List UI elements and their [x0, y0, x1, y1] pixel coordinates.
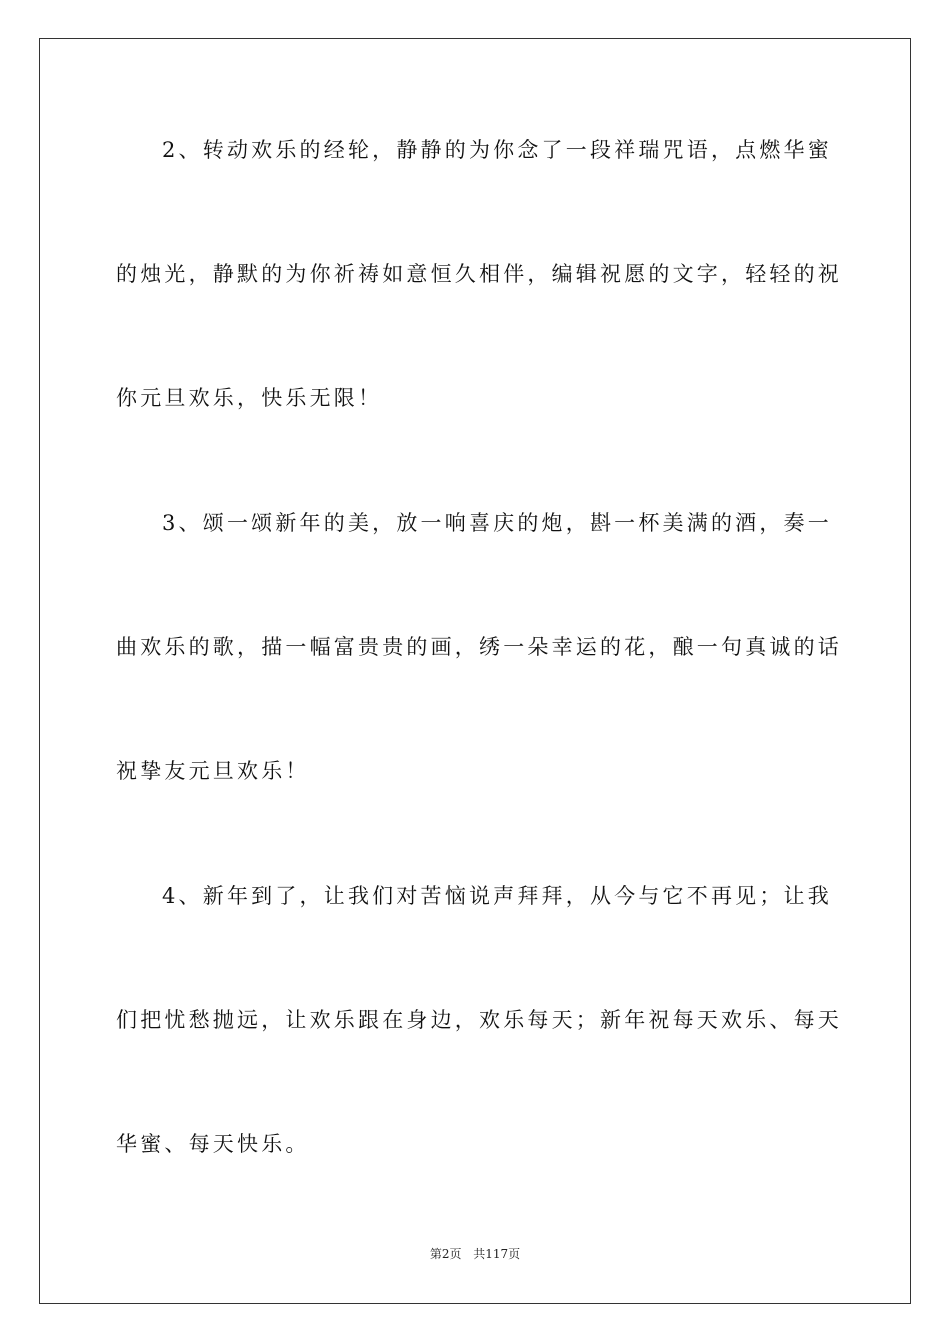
page-total: 共117页 — [473, 1247, 521, 1261]
page-footer — [0, 1246, 950, 1262]
page-number: 第2页 — [429, 1247, 462, 1261]
paragraph-line: 3、颂一颂新年的美，放一响喜庆的炮，斟一杯美满的酒，奏一 — [162, 511, 832, 535]
paragraph-line: 2、转动欢乐的经轮，静静的为你念了一段祥瑞咒语，点燃华蜜 — [162, 138, 832, 162]
paragraph-line: 你元旦欢乐，快乐无限！ — [116, 386, 383, 410]
paragraph-line: 曲欢乐的歌，描一幅富贵贵的画，绣一朵幸运的花，酿一句真诚的话 — [116, 635, 842, 659]
paragraph-line: 4、新年到了，让我们对苦恼说声拜拜，从今与它不再见；让我 — [162, 884, 832, 908]
page-frame — [39, 38, 911, 1304]
paragraph-line: 们把忧愁抛远，让欢乐跟在身边，欢乐每天；新年祝每天欢乐、每天 — [116, 1008, 842, 1032]
paragraph-line: 华蜜、每天快乐。 — [116, 1132, 310, 1156]
paragraph-line: 祝挚友元旦欢乐！ — [116, 759, 310, 783]
paragraph-line: 的烛光，静默的为你祈祷如意恒久相伴，编辑祝愿的文字，轻轻的祝 — [116, 262, 842, 286]
